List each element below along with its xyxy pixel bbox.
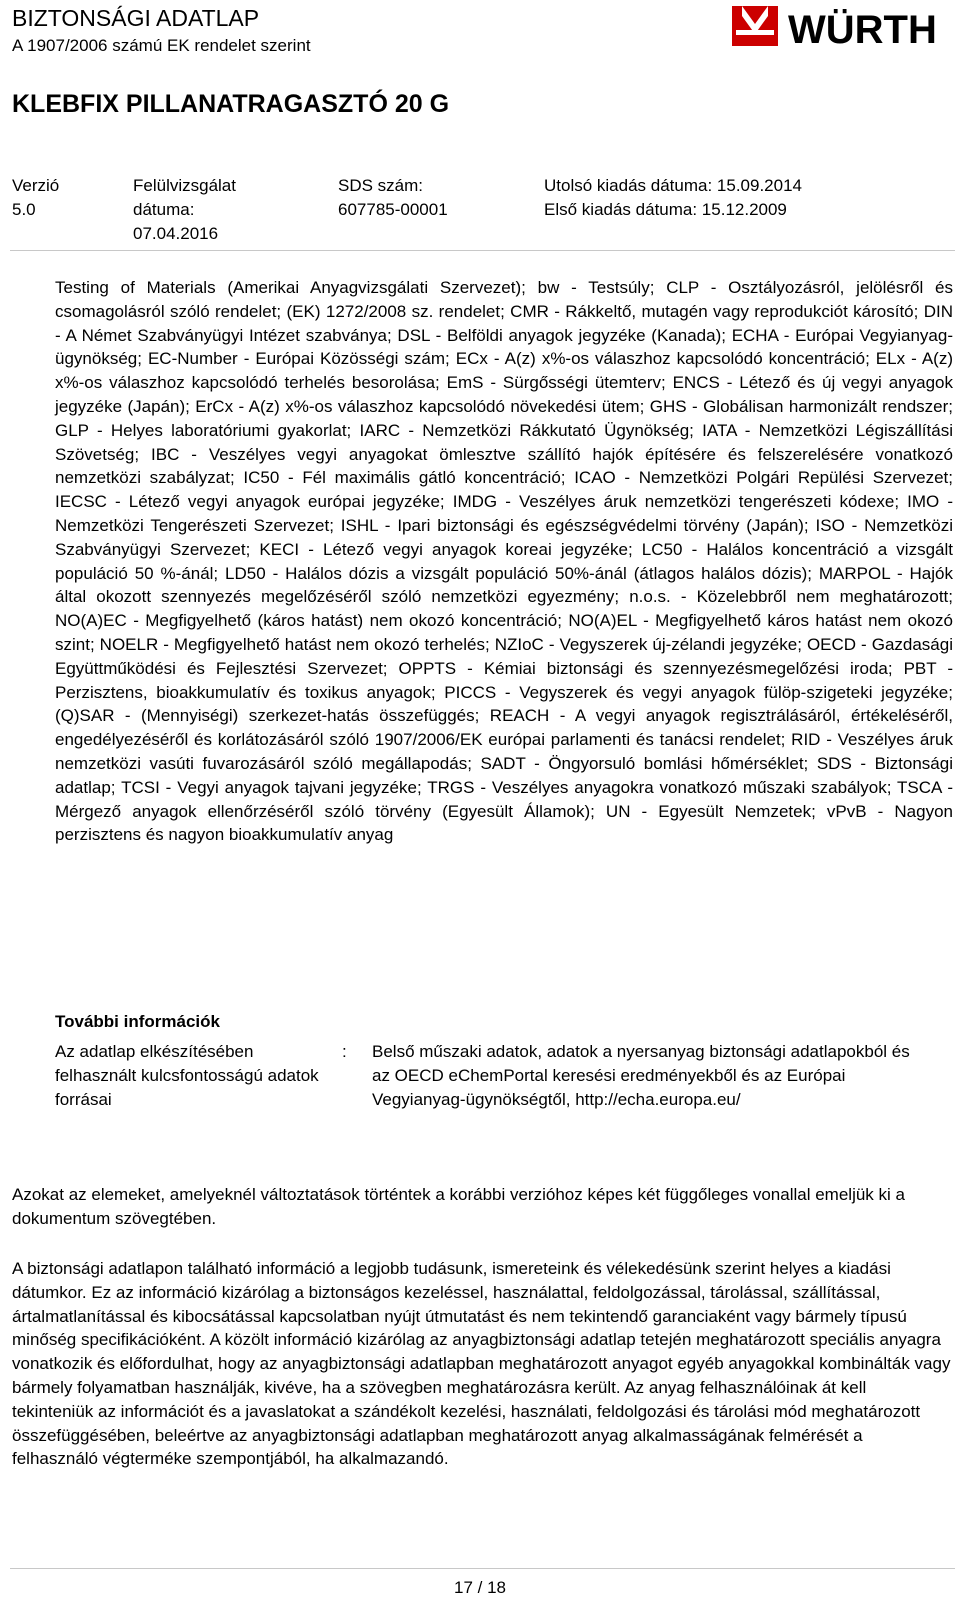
further-info-value: Belső műszaki adatok, adatok a nyersanyag biztonsági adatlapokból és az OECD eChemPortal keresési eredményekből és az Európai Vegyianyag-ügynökségtől, http://echa.europa.eu/ — [372, 1042, 910, 1109]
page-number: 17 / 18 — [454, 1578, 506, 1597]
further-info-colon: : — [342, 1042, 347, 1061]
revision-block — [133, 174, 236, 246]
regulation-subtitle: A 1907/2006 számú EK rendelet szerint — [12, 36, 311, 55]
sds-number: 607785-00001 — [338, 200, 448, 219]
first-issue-date: Első kiadás dátuma: 15.12.2009 — [544, 200, 787, 219]
abbreviations-text: Testing of Materials (Amerikai Anyagvizsgálati Szervezet); bw - Testsúly; CLP - Osztályozásról, jelölésről és csomagolásról szóló rendelet; (EK) 1272/2008 sz. rendelet; CMR - Rákkeltő, mutagén vagy reprodukciót károsító; DIN - A Német Szabványügyi Intézet szabványa; DSL - Belföldi anyagok jegyzéke (Kanada); ECHA - Európai Vegyianyag-ügynökség; EC-Number - Európai Közösségi szám; ECx - A(z) x%-os válaszhoz kapcsolódó koncentráció; ELx - A(z) x%-os válaszhoz kapcsolódó terhelés besorolása; EmS - Sürgősségi ütemterv; ENCS - Létező és új vegyi anyagok jegyzéke (Japán); ErCx - A(z) x%-os válaszhoz kapcsolódó növekedési ütem; GHS - Globálisan harmonizált rendszer; GLP - Helyes laboratóriumi gyakorlat; IARC - Nemzetközi Rákkutató Ügynökség; IATA - Nemzetközi Légiszállítási Szövetség; IBC - Veszélyes vegyi anyagokat ömlesztve szállító hajók építésére és felszerelésére vonatkozó nemzetközi szabályzat; IC50 - Fél maximális gátló koncentráció; ICAO - Nemzetközi Polgári Repülési Szervezet; IECSC - Létező vegyi anyagok európai jegyzéke; IMDG - Veszélyes áruk nemzetközi tengerészeti kódexe; IMO - Nemzetközi Tengerészeti Szervezet; ISHL - Ipari biztonsági és egészségvédelmi törvény (Japán); ISO - Nemzetközi Szabványügyi Szervezet; KECI - Létező vegyi anyagok koreai jegyzéke; LC50 - Halálos koncentráció a vizsgált populáció 50 %-ánál; LD50 - Halálos dózis a vizsgált populáció 50%-ánál (átlagos halálos dózis); MARPOL - Hajók által okozott szennyezés megelőzéséről szóló nemzetközi egyezmény; n.o.s. - Közelebbről nem meghatározott; NO(A)EC - Megfigyelhető (káros hatást) nem okozó koncentráció; NO(A)EL - Megfigyelhető káros hatást nem okozó szint; NOELR - Megfigyelhető hatást nem okozó terhelés; NZIoC - Vegyszerek új-zélandi jegyzéke; OECD - Gazdasági Együttműködési és Fejlesztési Szervezet; OPPTS - Kémiai biztonsági és szennyezésmegelőzési iroda; PBT - Perzisztens, bioakkumulatív és toxikus anyagok; PICCS - Vegyszerek és vegyi anyagok fülöp-szigeteki jegyzéke; (Q)SAR - (Mennyiségi) szerkezet-hatás összefüggés; REACH - A vegyi anyagok regisztrálásáról, értékeléséről, engedélyezéséről és korlátozásáról szóló 1907/2006/EK európai parlamenti és tanácsi rendelet; RID - Veszélyes áruk nemzetközi vasúti fuvarozásáról szóló megállapodás; SADT - Öngyorsuló bomlási hőmérséklet; SDS - Biztonsági adatlap; TCSI - Vegyi anyagok tajvani jegyzéke; TRGS - Veszélyes anyagokra vonatkozó műszaki szabályok; TSCA - Mérgező anyagok ellenőrzéséről szóló törvény (Egyesült Államok); UN - Egyesült Nemzetek; vPvB - Nagyon perzisztens és nagyon bioakkumulatív anyag — [55, 278, 953, 845]
revision-label-2: dátuma: — [133, 200, 195, 219]
sds-label: SDS szám: — [338, 176, 424, 195]
issue-dates-block — [544, 174, 802, 222]
brand-wordmark: WÜRTH — [788, 8, 937, 52]
changes-note-paragraph: Azokat az elemeket, amelyeknél változtatások történtek a korábbi verzióhoz képes két függőleges vonallal emeljük ki a dokumentum szövegtében. — [12, 1185, 905, 1228]
version-label: Verzió — [12, 176, 60, 195]
wurth-logo — [732, 2, 952, 52]
further-info-heading: További információk — [55, 1012, 220, 1031]
footer-divider — [10, 1568, 955, 1569]
further-info-label: Az adatlap elkészítésében felhasznált kulcsfontosságú adatok forrásai — [55, 1042, 319, 1109]
product-name: KLEBFIX PILLANATRAGASZTÓ 20 G — [12, 90, 450, 118]
document-type-title: BIZTONSÁGI ADATLAP — [12, 5, 260, 31]
revision-date: 07.04.2016 — [133, 224, 219, 243]
sds-block — [338, 174, 448, 222]
version-block — [12, 174, 59, 222]
header-divider — [10, 250, 955, 251]
disclaimer-paragraph: A biztonsági adatlapon található információ a legjobb tudásunk, ismereteink és vélekedésünk szerint helyes a kiadási dátumkor. Ez az információ kizárólag a biztonságos kezeléssel, használattal, feldolgozással, tárolással, szállítással, ártalmatlanítással és kibocsátással kapcsolatban nyújt útmutatást és nem tekintendő garanciaként vagy bármely típusú minőség specifikációként. A közölt információ kizárólag az anyagbiztonsági adatlap tetején meghatározott speciális anyagra vonatkozik és előfordulhat, hogy az anyagbiztonsági adatlapban meghatározott anyagot egyéb anyagokkal kombinálták vagy bármely folyamatban használják, kivéve, ha a szövegben meghatározásra került. Az anyag felhasználóinak át kell tekinteniük az információt és a javaslatokat a szándékolt kezelési, használati, feldolgozási és tárolási mód meghatározott összefüggésében, beleértve az anyagbiztonsági adatlapban meghatározott anyag alkalmasságának felmérését a felhasználó végterméke szempontjából, ha alkalmazandó. — [12, 1259, 951, 1469]
version-value: 5.0 — [12, 200, 36, 219]
revision-label: Felülvizsgálat — [133, 176, 236, 195]
last-issue-date: Utolsó kiadás dátuma: 15.09.2014 — [544, 176, 803, 195]
